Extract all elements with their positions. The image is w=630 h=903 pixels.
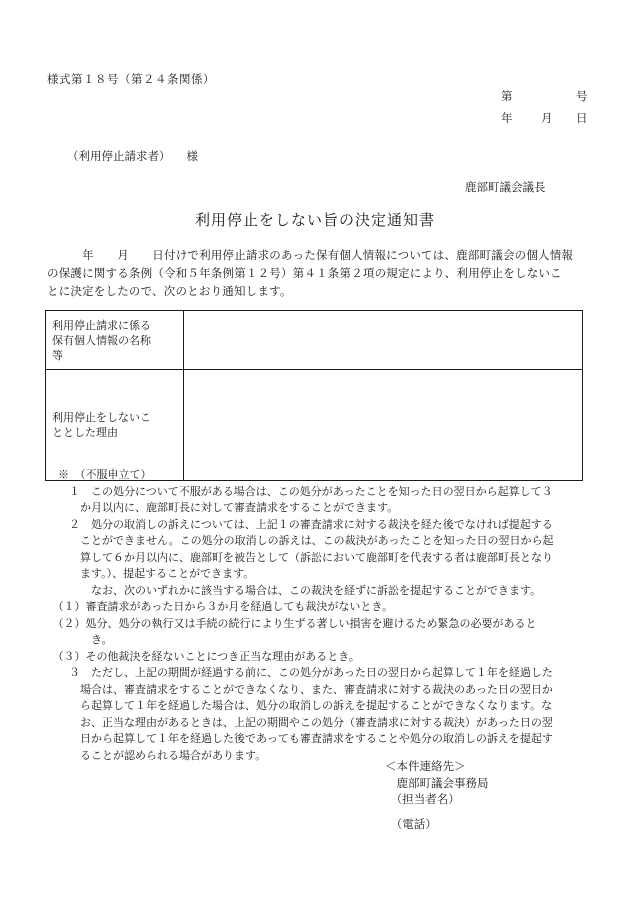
contact-phone: （電話）: [385, 816, 437, 831]
contact-block: [385, 758, 489, 832]
note-line: ２ 処分の取消しの訴えについては、上記１の審査請求に対する裁決を経た後でなければ提起する: [47, 517, 553, 531]
recipient-honorific: 様: [186, 149, 198, 163]
table-label-cell: [46, 370, 184, 481]
contact-office: 鹿部町議会事務局: [385, 775, 489, 790]
recipient-name: （利用停止請求者）: [67, 149, 171, 163]
note-line: （３）その他裁決を経ないことにつき正当な理由があるとき。: [47, 649, 360, 663]
table-value-cell-reason[interactable]: [184, 370, 583, 481]
note-line: ら起算して１年を経過した場合は、処分の取消しの訴えを提起することができなくなります。な: [47, 699, 553, 712]
table-label-line: ととした理由: [52, 426, 118, 439]
table-label-line: 等: [52, 348, 63, 362]
body-line: の保護に関する条例（令和５年条例第１２号）第４１条第２項の規定により、利用停止をしないこ: [47, 266, 562, 280]
recipient: [67, 151, 198, 163]
date-year-label: 年: [501, 111, 513, 125]
note-line: か月以内に、鹿部町長に対して審査請求をすることができます。: [47, 501, 399, 514]
note-line: 日から起算して１年を経過した後であっても審査請求をすることや処分の取消しの訴えを提起す: [47, 732, 553, 745]
note-line: １ この処分について不服がある場合は、この処分があったことを知った日の翌日から起算して３: [47, 484, 553, 498]
note-line: なお、次のいずれかに該当する場合は、この裁決を経ずに訴訟を提起することができます。: [47, 583, 542, 597]
note-line: き。: [47, 633, 113, 646]
table-row-info-name: [46, 311, 583, 370]
document-number-label: 第: [501, 89, 513, 103]
note-line: 場合は、審査請求をすることができなくなり、また、審査請求に対する裁決のあった日の翌日か: [47, 682, 553, 696]
note-line: （２）処分、処分の執行又は手続の続行により生ずる著しい損害を避けるため緊急の必要があると: [47, 616, 537, 630]
note-line: （１）審査請求があった日から３か月を経過しても裁決がないとき。: [47, 600, 393, 613]
date-day-label: 日: [576, 111, 588, 125]
form-number: 様式第１８号（第２４条関係）: [47, 72, 215, 86]
info-table: [45, 310, 583, 481]
body-line: 年 月 日付けで利用停止請求のあった保有個人情報については、鹿部町議会の個人情報: [47, 248, 574, 262]
table-value-cell-info-name[interactable]: [184, 311, 583, 370]
table-row-reason: [46, 370, 583, 481]
document-number-suffix: 号: [576, 89, 588, 103]
body-line: とに決定をしたので、次のとおり通知します。: [47, 284, 292, 298]
table-label-line: 保有個人情報の名称: [52, 333, 151, 347]
date-month-label: 月: [541, 111, 553, 125]
document-title: 利用停止をしない旨の決定通知書: [194, 211, 435, 229]
body-paragraph: [47, 246, 593, 300]
note-line: お、正当な理由があるときは、上記の期間やこの処分（審査請求に対する裁決）があった日の翌: [47, 715, 553, 729]
note-heading: ※ （不服申立て）: [47, 468, 152, 481]
contact-person: （担当者名）: [385, 792, 460, 806]
contact-heading: ＜本件連絡先＞: [385, 759, 466, 773]
appeal-notes: [47, 467, 597, 764]
note-line: 算して６か月以内に、鹿部町を被告として（訴訟において鹿部町を代表する者は鹿部町長となり: [47, 550, 553, 564]
note-line: ます。）、提起することができます。: [47, 567, 255, 580]
sender: 鹿部町議会議長: [465, 180, 546, 194]
table-label-line: 利用停止請求に係る: [52, 318, 151, 332]
table-label-line: 利用停止をしないこ: [52, 411, 151, 424]
note-line: ３ ただし、上記の期間が経過する前に、この処分があった日の翌日から起算して１年を経過した: [47, 666, 553, 679]
note-line: ることが認められる場合があります。: [47, 748, 267, 762]
note-line: ことができません。この処分の取消しの訴えは、この裁決があったことを知った日の翌日から起: [47, 534, 554, 547]
table-label-cell: [46, 311, 184, 370]
